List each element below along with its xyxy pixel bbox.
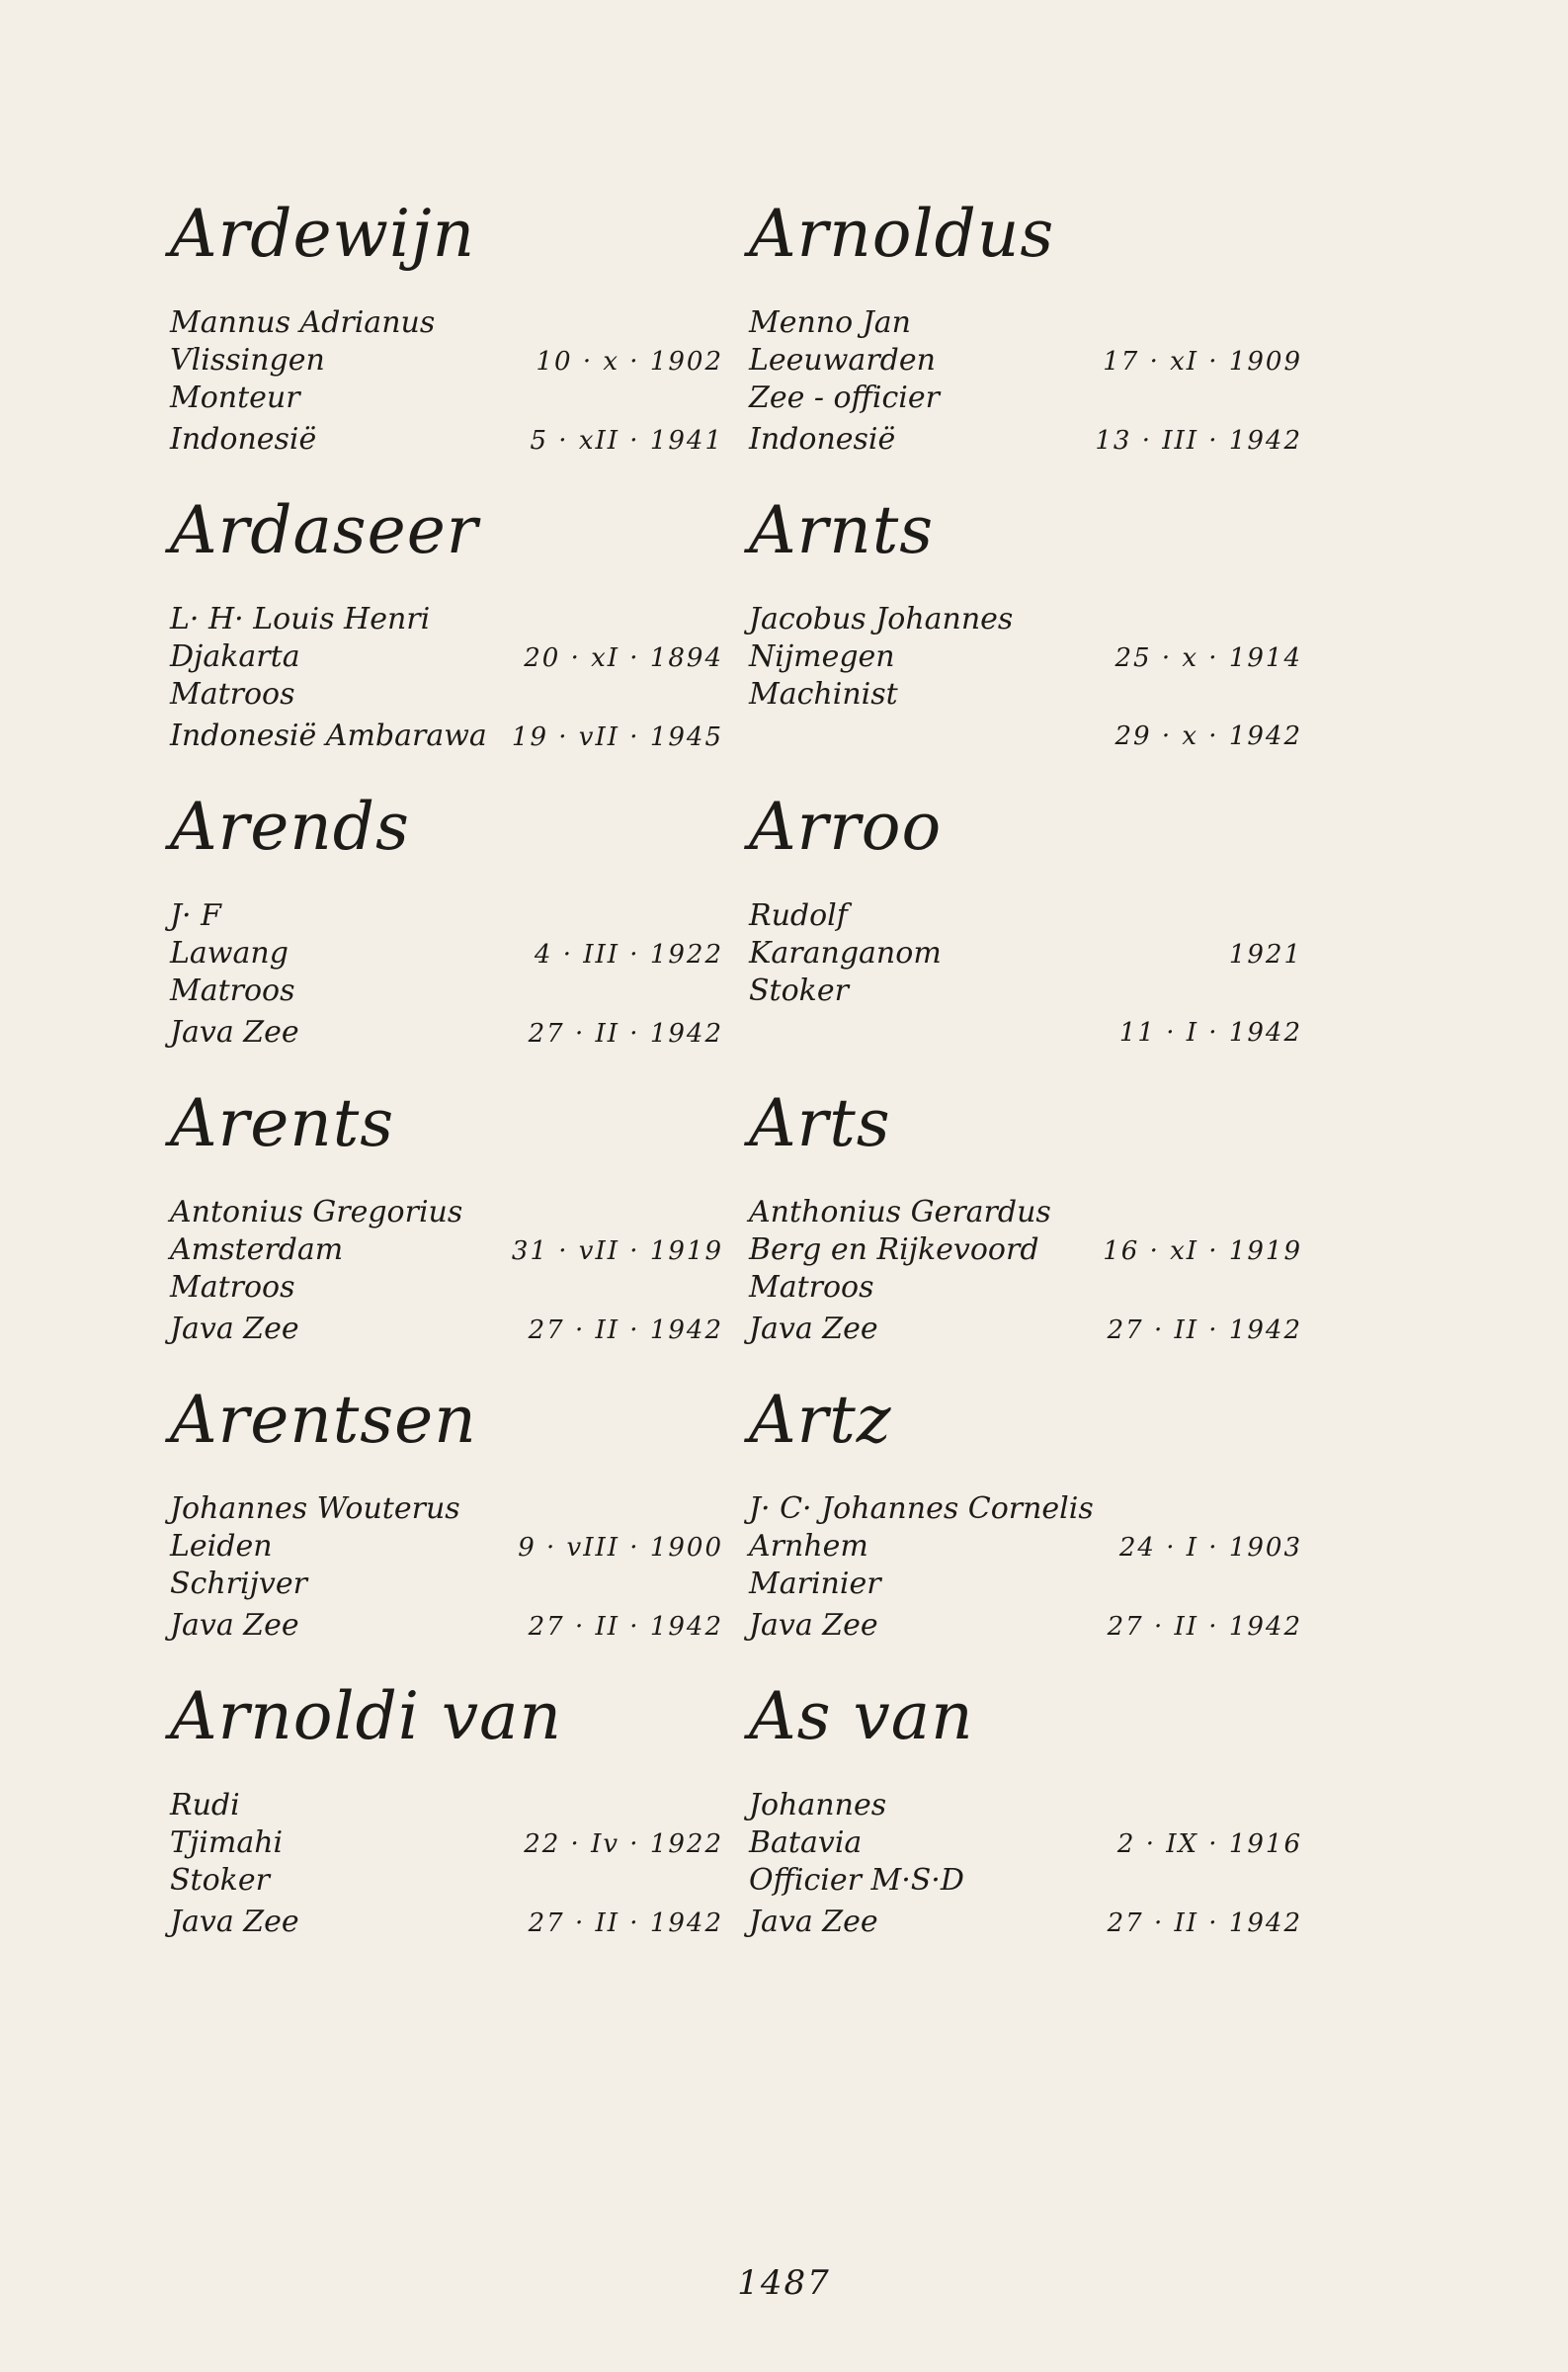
death-line	[170, 1014, 723, 1052]
occupation-line	[170, 973, 723, 1010]
given-names: Menno Jan	[749, 305, 911, 340]
given-names-line	[749, 1787, 1302, 1824]
birth-line	[170, 342, 723, 380]
entry	[170, 1670, 723, 1967]
birth-line	[170, 1824, 723, 1862]
birth-line	[749, 1528, 1302, 1566]
birth-place: Nijmegen	[749, 639, 895, 674]
death-date: 27 · II · 1942	[1107, 1612, 1302, 1642]
birth-line	[749, 935, 1302, 973]
given-names-line	[749, 601, 1302, 638]
birth-line	[170, 1528, 723, 1566]
entry	[170, 781, 723, 1077]
birth-line	[170, 638, 723, 676]
birth-place: Arnhem	[749, 1529, 868, 1564]
death-place: Java Zee	[170, 1015, 299, 1050]
birth-place: Tjimahi	[170, 1825, 284, 1860]
entry	[749, 484, 1302, 781]
death-place: Java Zee	[170, 1608, 299, 1643]
death-date: 13 · III · 1942	[1095, 426, 1302, 456]
entry	[749, 1077, 1302, 1374]
entry	[170, 1077, 723, 1374]
surname: Arentsen	[170, 1382, 477, 1458]
given-names-line	[170, 1490, 723, 1528]
occupation: Stoker	[749, 974, 849, 1008]
occupation-line	[749, 1566, 1302, 1603]
birth-line	[170, 935, 723, 973]
birth-line	[749, 1231, 1302, 1269]
death-line	[749, 1311, 1302, 1348]
occupation: Machinist	[749, 677, 898, 712]
given-names: Jacobus Johannes	[749, 602, 1014, 636]
birth-date: 9 · vIII · 1900	[518, 1533, 723, 1563]
death-line	[170, 1607, 723, 1645]
death-place: Java Zee	[749, 1905, 878, 1939]
entry	[749, 1670, 1302, 1967]
occupation-line	[749, 1862, 1302, 1900]
given-names: J· F	[170, 898, 221, 933]
birth-date: 16 · xI · 1919	[1103, 1236, 1302, 1266]
death-date: 27 · II · 1942	[528, 1315, 723, 1345]
death-date: 11 · I · 1942	[1118, 1018, 1302, 1048]
given-names-line	[170, 1787, 723, 1824]
death-place: Java Zee	[170, 1312, 299, 1346]
given-names-line	[170, 897, 723, 935]
death-place: Java Zee	[170, 1905, 299, 1939]
occupation: Matroos	[170, 974, 295, 1008]
birth-date: 2 · IX · 1916	[1116, 1829, 1302, 1859]
occupation-line	[749, 1269, 1302, 1307]
death-line	[170, 1904, 723, 1941]
death-line	[749, 1904, 1302, 1941]
occupation: Matroos	[170, 677, 295, 712]
death-date: 27 · II · 1942	[528, 1612, 723, 1642]
occupation: Matroos	[749, 1270, 874, 1305]
birth-place: Leiden	[170, 1529, 273, 1564]
birth-place: Berg en Rijkevoord	[749, 1232, 1039, 1267]
death-place: Java Zee	[749, 1608, 878, 1643]
given-names-line	[749, 897, 1302, 935]
occupation: Zee - officier	[749, 381, 940, 415]
given-names-line	[170, 1194, 723, 1231]
occupation: Schrijver	[170, 1567, 307, 1601]
surname: Artz	[749, 1382, 892, 1458]
birth-date: 22 · Iv · 1922	[524, 1829, 723, 1859]
given-names: Antonius Gregorius	[170, 1195, 463, 1229]
birth-date: 20 · xI · 1894	[524, 643, 723, 673]
death-place: Indonesië	[749, 422, 896, 457]
death-place: Indonesië	[170, 422, 317, 457]
given-names-line	[170, 601, 723, 638]
death-line	[170, 718, 723, 755]
given-names: Rudi	[170, 1788, 240, 1822]
entry	[749, 188, 1302, 484]
occupation-line	[170, 380, 723, 417]
left-column	[170, 188, 723, 1967]
occupation-line	[749, 380, 1302, 417]
surname: Ardaseer	[170, 492, 479, 568]
occupation: Officier M·S·D	[749, 1863, 964, 1898]
page-number: 1487	[737, 2263, 831, 2303]
birth-date: 1921	[1228, 940, 1302, 970]
death-date: 29 · x · 1942	[1114, 721, 1302, 751]
death-date: 27 · II · 1942	[528, 1908, 723, 1938]
death-line	[749, 1014, 1302, 1052]
death-line	[749, 718, 1302, 755]
surname: Arends	[170, 789, 410, 865]
occupation: Marinier	[749, 1567, 881, 1601]
birth-place: Batavia	[749, 1825, 863, 1860]
birth-date: 24 · I · 1903	[1118, 1533, 1302, 1563]
birth-place: Leeuwarden	[749, 343, 936, 378]
death-date: 27 · II · 1942	[1107, 1908, 1302, 1938]
death-date: 5 · xII · 1941	[530, 426, 723, 456]
birth-date: 10 · x · 1902	[536, 347, 723, 377]
birth-date: 31 · vII · 1919	[511, 1236, 723, 1266]
death-place: Indonesië Ambarawa	[170, 719, 487, 753]
occupation-line	[749, 973, 1302, 1010]
given-names-line	[749, 1490, 1302, 1528]
given-names: Johannes Wouterus	[170, 1491, 460, 1526]
given-names-line	[170, 304, 723, 342]
given-names: L· H· Louis Henri	[170, 602, 431, 636]
birth-date: 25 · x · 1914	[1114, 643, 1302, 673]
birth-place: Amsterdam	[170, 1232, 344, 1267]
surname: Arnoldus	[749, 196, 1055, 272]
entry	[749, 781, 1302, 1077]
birth-line	[749, 638, 1302, 676]
birth-place: Djakarta	[170, 639, 300, 674]
birth-line	[749, 342, 1302, 380]
birth-place: Lawang	[170, 936, 289, 971]
surname: As van	[749, 1678, 974, 1754]
occupation: Monteur	[170, 381, 300, 415]
surname: Arroo	[749, 789, 943, 865]
given-names: Anthonius Gerardus	[749, 1195, 1051, 1229]
birth-place: Vlissingen	[170, 343, 325, 378]
death-date: 27 · II · 1942	[1107, 1315, 1302, 1345]
occupation-line	[170, 1862, 723, 1900]
occupation-line	[749, 676, 1302, 714]
given-names: Mannus Adrianus	[170, 305, 436, 340]
death-line	[170, 1311, 723, 1348]
death-date: 27 · II · 1942	[528, 1019, 723, 1049]
occupation: Stoker	[170, 1863, 270, 1898]
birth-date: 17 · xI · 1909	[1103, 347, 1302, 377]
entry	[170, 1374, 723, 1670]
given-names: Johannes	[749, 1788, 887, 1822]
occupation-line	[170, 676, 723, 714]
surname: Arts	[749, 1085, 891, 1161]
given-names-line	[749, 304, 1302, 342]
surname: Arnts	[749, 492, 935, 568]
entry	[170, 188, 723, 484]
death-place: Java Zee	[749, 1312, 878, 1346]
death-date: 19 · vII · 1945	[511, 722, 723, 752]
birth-line	[170, 1231, 723, 1269]
surname: Arents	[170, 1085, 395, 1161]
right-column	[749, 188, 1302, 1967]
occupation-line	[170, 1269, 723, 1307]
birth-line	[749, 1824, 1302, 1862]
given-names: J· C· Johannes Cornelis	[749, 1491, 1094, 1526]
entry	[170, 484, 723, 781]
surname: Arnoldi van	[170, 1678, 563, 1754]
death-line	[170, 421, 723, 459]
given-names-line	[749, 1194, 1302, 1231]
occupation: Matroos	[170, 1270, 295, 1305]
birth-date: 4 · III · 1922	[534, 940, 723, 970]
death-line	[749, 1607, 1302, 1645]
entry	[749, 1374, 1302, 1670]
given-names: Rudolf	[749, 898, 848, 933]
surname: Ardewijn	[170, 196, 476, 272]
birth-place: Karanganom	[749, 936, 942, 971]
death-line	[749, 421, 1302, 459]
occupation-line	[170, 1566, 723, 1603]
